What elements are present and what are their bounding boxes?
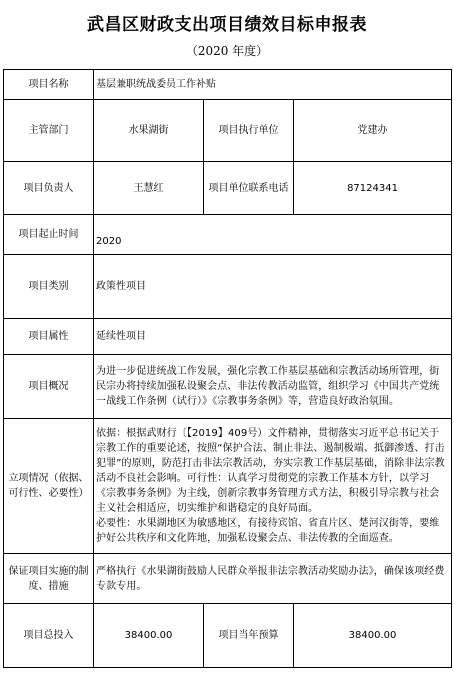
- guarantee-label: 保证项目实施的制度、措施: [4, 554, 94, 604]
- phone-label: 项目单位联系电话: [204, 162, 294, 215]
- row-leader: [4, 162, 452, 215]
- row-period: [4, 215, 452, 255]
- attribute-label: 项目属性: [4, 319, 94, 355]
- row-attribute: [4, 319, 452, 355]
- overview-value: 为进一步促进统战工作发展，强化宗教工作基层基础和宗教活动场所管理，街民宗办将持续加强私设聚会点、非法传教活动监管，组织学习《中国共产党统一战线工作条例（试行）》《宗教事务条例》等，营造良好政治氛围。: [94, 355, 452, 419]
- project-name-label: 项目名称: [4, 70, 94, 100]
- overview-label: 项目概况: [4, 355, 94, 419]
- leader-value: 王慧红: [94, 162, 204, 215]
- period-value: [94, 215, 452, 255]
- form-year: （2020 年度）: [185, 44, 269, 58]
- basis-value: [94, 419, 452, 554]
- period-label: 项目起止时间: [4, 215, 94, 255]
- guarantee-value: 严格执行《水果湖街鼓励人民群众举报非法宗教活动奖励办法》，确保该项经费专款专用。: [94, 554, 452, 604]
- leader-label: 项目负责人: [4, 162, 94, 215]
- row-overview: [4, 355, 452, 419]
- category-label: 项目类别: [4, 255, 94, 319]
- row-basis: [4, 419, 452, 554]
- basis-text: 依据：根据武财行〔【2019】409号）文件精神，贯彻落实习近平总书记关于宗教工作的重要论述，按照“保护合法、制止非法、遏制极端、抵御渗透、打击犯罪”的原则，防范打击非法宗教活动，夯实宗教工作基层基础，消除非法宗教活动不良社会影响。可行性：认真学习贯彻党的宗教工作基本方针，以学习《宗教事务条例》为主线，创新宗教事务管理方式方法，积极引导宗教与社会主义社会相适应，切实维护和谐稳定的良好局面。: [96, 428, 445, 514]
- attribute-value: 延续性项目: [94, 319, 452, 355]
- form-title: 武昌区财政支出项目绩效目标申报表: [87, 15, 367, 35]
- department-value: 水果湖街: [94, 100, 204, 162]
- investment-value: 38400.00: [94, 604, 204, 668]
- project-name-value: 基层兼职统战委员工作补贴: [94, 70, 452, 100]
- phone-value: 87124341: [294, 162, 452, 215]
- basis-label: 立项情况（依据、可行性、必要性）: [4, 419, 94, 554]
- row-category: [4, 255, 452, 319]
- row-department: [4, 100, 452, 162]
- period-text: 2020: [96, 236, 122, 247]
- category-value: 政策性项目: [94, 255, 452, 319]
- investment-label: 项目总投入: [4, 604, 94, 668]
- necessity-text: 必要性：水果湖地区为敏感地区，有接待宾馆、省直片区、楚河汉街等，要维护好公共秩序和文化阵地，加强私设聚会点、非法传教的全面巡查。: [96, 518, 440, 544]
- row-investment: [4, 604, 452, 668]
- budget-label: 项目当年预算: [204, 604, 294, 668]
- row-guarantee: [4, 554, 452, 604]
- department-label: 主管部门: [4, 100, 94, 162]
- budget-value: 38400.00: [294, 604, 452, 668]
- exec-unit-value: 党建办: [294, 100, 452, 162]
- performance-target-table: [3, 69, 452, 668]
- row-project-name: [4, 70, 452, 100]
- exec-unit-label: 项目执行单位: [204, 100, 294, 162]
